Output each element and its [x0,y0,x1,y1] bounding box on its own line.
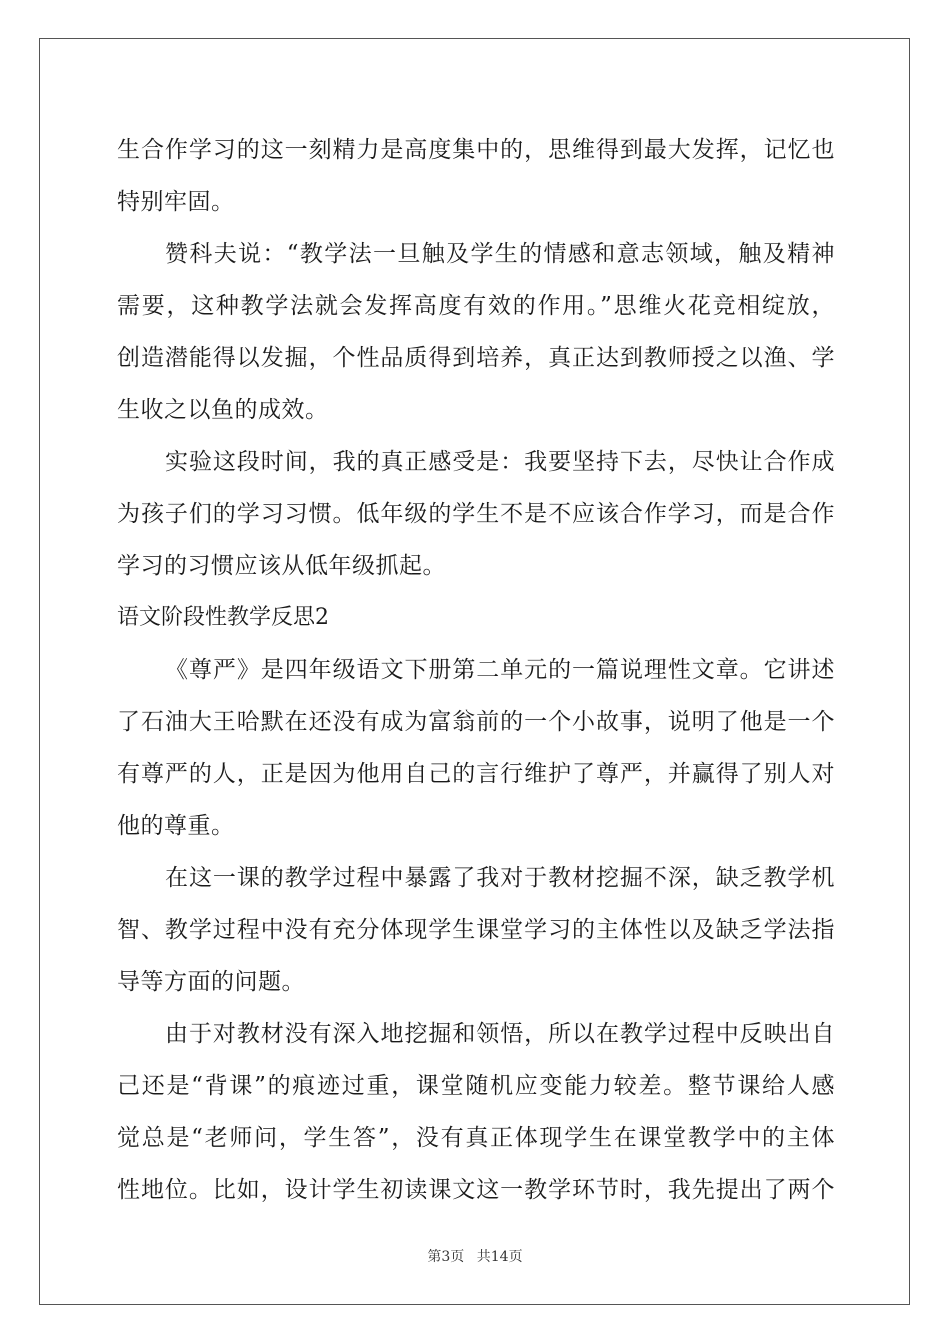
page-number: 第3页 [427,1249,465,1265]
document-body [117,124,835,1216]
text-line: 他的尊重。 [117,813,235,839]
paragraph [117,1008,835,1216]
text-line: 在这一课的教学过程中暴露了我对于教材挖掘不深，缺乏教学机 [165,865,835,891]
text-line: 为孩子们的学习习惯。低年级的学生不是不应该合作学习，而是合作 [117,501,835,527]
text-line: 特别牢固。 [117,189,235,215]
text-line: 导等方面的问题。 [117,969,305,995]
text-line: 生合作学习的这一刻精力是高度集中的，思维得到最大发挥，记忆也 [117,137,835,163]
page-total: 共14页 [476,1249,523,1265]
text-line: 觉总是“老师问，学生答”，没有真正体现学生在课堂教学中的主体 [117,1125,835,1151]
paragraph [117,644,835,852]
text-line: 《尊严》是四年级语文下册第二单元的一篇说理性文章。它讲述 [165,657,835,683]
text-line: 需要，这种教学法就会发挥高度有效的作用。”思维火花竞相绽放， [117,293,835,319]
text-line: 实验这段时间，我的真正感受是：我要坚持下去，尽快让合作成 [165,449,835,475]
text-line: 创造潜能得以发掘，个性品质得到培养，真正达到教师授之以渔、学 [117,345,835,371]
section-heading: 语文阶段性教学反思2 [117,605,329,630]
text-line: 有尊严的人，正是因为他用自己的言行维护了尊严，并赢得了别人对 [117,761,835,787]
text-line: 生收之以鱼的成效。 [117,397,329,423]
text-line: 由于对教材没有深入地挖掘和领悟，所以在教学过程中反映出自 [165,1021,835,1047]
text-line: 智、教学过程中没有充分体现学生课堂学习的主体性以及缺乏学法指 [117,917,835,943]
text-line: 性地位。比如，设计学生初读课文这一教学环节时，我先提出了两个 [117,1177,835,1203]
paragraph [117,436,835,592]
text-line: 赞科夫说：“教学法一旦触及学生的情感和意志领域，触及精神 [165,241,835,267]
text-line: 己还是“背课”的痕迹过重，课堂随机应变能力较差。整节课给人感 [117,1073,835,1099]
paragraph [117,228,835,436]
text-line: 学习的习惯应该从低年级抓起。 [117,553,446,579]
text-line: 了石油大王哈默在还没有成为富翁前的一个小故事，说明了他是一个 [117,709,835,735]
page-footer [0,1246,950,1266]
paragraph [117,852,835,1008]
paragraph [117,124,835,228]
